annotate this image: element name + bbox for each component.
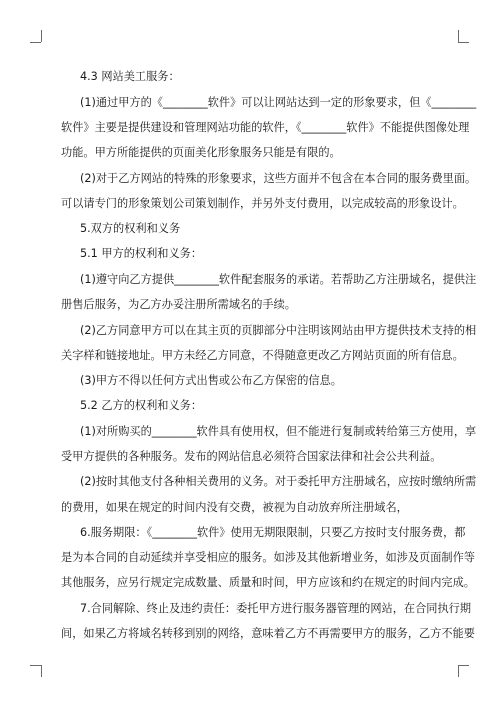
text-line: 6.服务期限：《________软件》使用无期限限制，只要乙方按时支付服务费，都 [80, 526, 466, 539]
text-line: 其他服务，应另行规定完成数量、质量和时间，甲方应该和约在规定的时间内完成。 [61, 576, 475, 589]
text-line: 关字样和链接地址。甲方未经乙方同意，不得随意更改乙方网站页面的所有信息。 [61, 349, 464, 362]
text-line: 的费用，如果在规定的时间内没有交费，被视为自动放弃所注册域名， [61, 501, 408, 514]
text-line: 软件》主要是提供建设和管理网站功能的软件，《________软件》不能提供图像处理 [61, 121, 470, 134]
text-line: 册售后服务，为乙方办妥注册所需域名的手续。 [61, 298, 296, 311]
text-line: (3)甲方不得以任何方式出售或公布乙方保密的信息。 [80, 374, 342, 387]
text-line: 间，如果乙方将域名转移到别的网络，意味着乙方不再需要甲方的服务，乙方不能要 [61, 627, 475, 640]
text-line: (2)乙方同意甲方可以在其主页的页脚部分中注明该网站由甲方提供技术支持的相 [80, 324, 477, 337]
text-line: (2)按时其他支付各种相关费用的义务。对于委托甲方注册域名，应按时缴纳所需 [80, 475, 477, 488]
section-heading-5-2: 5.2 乙方的权利和义务： [80, 399, 203, 412]
text-line: (1)遵守向乙方提供________软件配套服务的承诺。若帮助乙方注册域名，提供注 [80, 273, 477, 286]
text-line: 可以请专门的形象策划公司策划制作，并另外支付费用，以完成较高的形象设计。 [61, 197, 464, 210]
section-heading-5-1: 5.1 甲方的权利和义务： [80, 247, 203, 260]
text-line: (1)对所购买的________软件具有使用权，但不能进行复制或转给第三方使用，享 [80, 425, 477, 438]
text-line: 7.合同解除、终止及违约责任：委托甲方进行服务器管理的网站，在合同执行期 [80, 602, 472, 615]
text-line: (2)对于乙方网站的特殊的形象要求，这些方面并不包含在本合同的服务费里面。 [80, 172, 477, 185]
text-line: 受甲方提供的各种服务。发布的网站信息必须符合国家法律和社会公共利益。 [61, 450, 442, 463]
text-line: 是为本合同的自动延续并享受相应的服务。如涉及其他新增业务，如涉及页面制作等 [61, 551, 475, 564]
section-heading-5: 5.双方的权利和义务 [80, 222, 181, 235]
section-heading-4-3: 4.3 网站美工服务： [80, 70, 180, 83]
text-line: 功能。甲方所能提供的页面美化形象服务只能是有限的。 [61, 146, 341, 159]
text-line: (1)通过甲方的《________软件》可以让网站达到一定的形象要求，但《________ [80, 96, 477, 109]
